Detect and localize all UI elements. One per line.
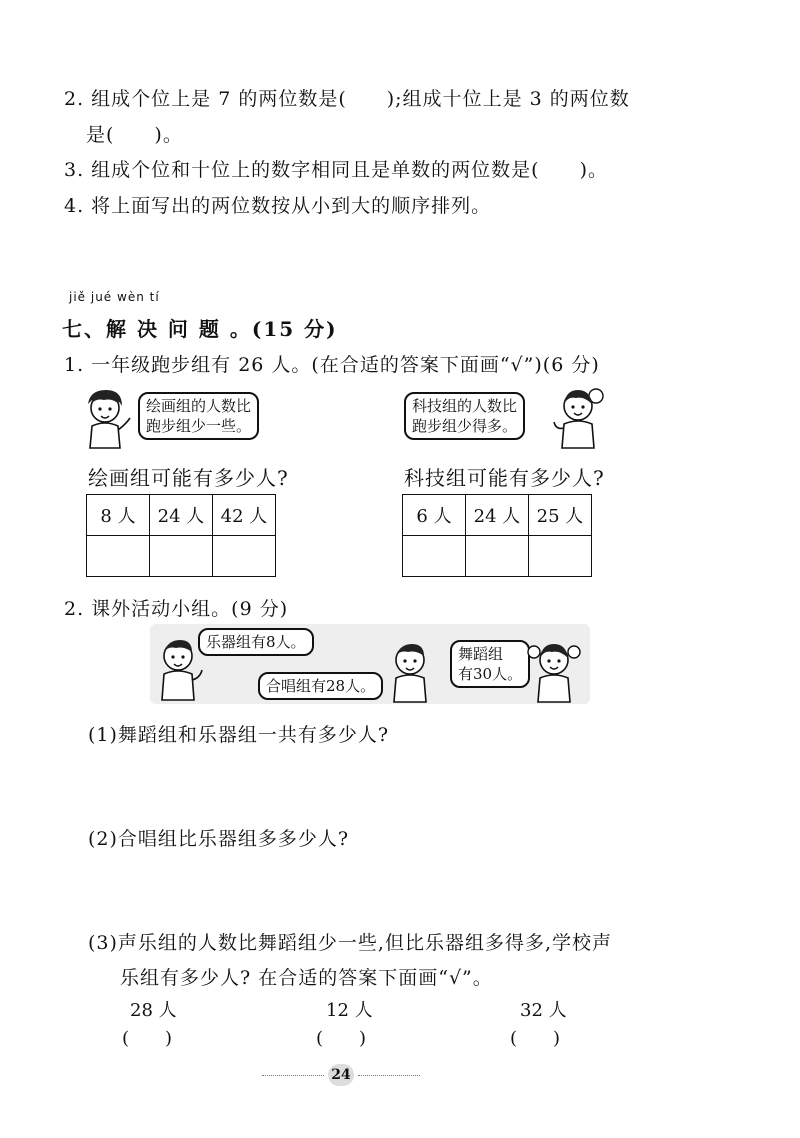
answer-cell[interactable] [403, 536, 466, 577]
sub-question-3-line1: (3)声乐组的人数比舞蹈组少一些,但比乐器组多得多,学校声 [88, 932, 612, 954]
problem-2-stem: 2. 课外活动小组。(9 分) [64, 598, 289, 620]
question-2-line2: 是( )。 [86, 124, 183, 146]
answer-option-12: 12 人 [326, 1000, 373, 1021]
bubble-line-2: 有30人。 [458, 665, 523, 683]
speech-bubble-dance [450, 640, 530, 688]
answer-cell[interactable] [213, 536, 276, 577]
sub-question-1: (1)舞蹈组和乐器组一共有多少人? [88, 724, 390, 746]
science-question: 科技组可能有多少人? [404, 466, 605, 490]
painting-question: 绘画组可能有多少人? [88, 466, 289, 490]
page-number: 24 [328, 1064, 354, 1086]
answer-cell[interactable] [150, 536, 213, 577]
speech-bubble-instrument: 乐器组有8人。 [198, 628, 314, 656]
question-4: 4. 将上面写出的两位数按从小到大的顺序排列。 [64, 195, 492, 217]
answer-option-28: 28 人 [130, 1000, 177, 1021]
option-cell: 24 人 [466, 495, 529, 536]
speech-bubble-painting [138, 392, 259, 440]
option-cell: 24 人 [150, 495, 213, 536]
bubble-line-2: 跑步组少得多。 [412, 417, 518, 435]
option-cell: 6 人 [403, 495, 466, 536]
bubble-line-1: 绘画组的人数比 [146, 397, 252, 415]
option-cell: 42 人 [213, 495, 276, 536]
speech-bubble-choir: 合唱组有28人。 [258, 672, 383, 700]
painting-options-table [86, 494, 276, 577]
question-3: 3. 组成个位和十位上的数字相同且是单数的两位数是( )。 [64, 159, 608, 181]
answer-blank[interactable]: ( ) [122, 1028, 173, 1049]
girl-illustration [524, 636, 584, 704]
bubble-line-2: 跑步组少一些。 [146, 417, 252, 435]
answer-cell[interactable] [466, 536, 529, 577]
question-2-line1: 2. 组成个位上是 7 的两位数是( );组成十位上是 3 的两位数 [64, 88, 630, 110]
footer-dots-left [262, 1075, 324, 1076]
science-options-table [402, 494, 592, 577]
boy-illustration [78, 386, 132, 452]
answer-blank[interactable]: ( ) [316, 1028, 367, 1049]
bubble-line-1: 科技组的人数比 [412, 397, 518, 415]
sub-question-2: (2)合唱组比乐器组多多少人? [88, 828, 350, 850]
problem-1-stem: 1. 一年级跑步组有 26 人。(在合适的答案下面画“√”)(6 分) [64, 354, 600, 376]
sub-question-3-line2: 乐组有多少人? 在合适的答案下面画“√”。 [120, 967, 493, 989]
option-cell: 8 人 [87, 495, 150, 536]
speech-bubble-science [404, 392, 525, 440]
answer-cell[interactable] [87, 536, 150, 577]
bubble-line-1: 舞蹈组 [458, 645, 504, 663]
section-pinyin: jiě jué wèn tí [69, 290, 160, 304]
girl-illustration [548, 382, 608, 450]
boy-illustration [152, 634, 204, 702]
footer-dots-right [358, 1075, 420, 1076]
answer-option-32: 32 人 [520, 1000, 567, 1021]
answer-blank[interactable]: ( ) [510, 1028, 561, 1049]
boy-illustration [384, 638, 436, 704]
section-heading: 七、解 决 问 题 。(15 分) [62, 317, 338, 341]
answer-cell[interactable] [529, 536, 592, 577]
option-cell: 25 人 [529, 495, 592, 536]
